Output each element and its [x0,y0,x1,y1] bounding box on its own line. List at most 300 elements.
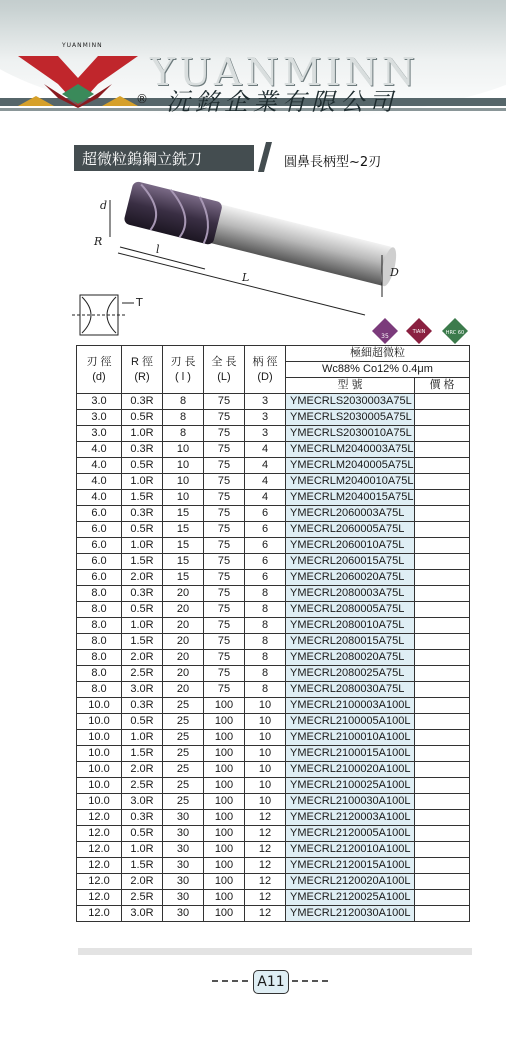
table-row [77,906,470,922]
header-d: 刃 徑 (d) [77,346,122,394]
model-code-cell: YMECRL2120010A100L [286,842,415,858]
price-cell [415,890,470,906]
model-code-cell: YMECRL2060003A75L [286,506,415,522]
spec-cell: 100 [204,794,245,810]
spec-cell: 3.0 [77,426,122,442]
table-row [77,554,470,570]
spec-cell: 8 [245,602,286,618]
spec-cell: 8.0 [77,634,122,650]
spec-cell: 30 [163,906,204,922]
spec-cell: 25 [163,730,204,746]
spec-cell: 3 [245,410,286,426]
price-cell [415,762,470,778]
model-code-cell: YMECRLM2040005A75L [286,458,415,474]
spec-cell: 75 [204,426,245,442]
label-L: L [242,271,250,284]
spec-cell: 10 [163,442,204,458]
spec-cell: 75 [204,634,245,650]
spec-cell: 4 [245,442,286,458]
spec-cell: 10 [245,778,286,794]
spec-cell: 75 [204,570,245,586]
tool-flute [123,181,223,246]
model-code-cell: YMECRL2100025A100L [286,778,415,794]
table-row [77,810,470,826]
spec-cell: 20 [163,666,204,682]
spec-cell: 1.0R [122,538,163,554]
spec-cell: 15 [163,554,204,570]
price-cell [415,874,470,890]
spec-cell: 25 [163,794,204,810]
spec-cell: 1.5R [122,634,163,650]
model-code-cell: YMECRL2100005A100L [286,714,415,730]
spec-cell: 12 [245,826,286,842]
spec-cell: 20 [163,602,204,618]
spec-cell: 10 [245,794,286,810]
spec-cell: 8 [245,650,286,666]
price-cell [415,442,470,458]
header-composition: Wc88% Co12% 0.4μm [286,362,470,378]
logo-small-text: YUANMINN [62,42,103,49]
price-cell [415,778,470,794]
spec-cell: 4.0 [77,442,122,458]
table-row [77,586,470,602]
model-code-cell: YMECRL2080010A75L [286,618,415,634]
spec-cell: 3.0R [122,794,163,810]
model-code-cell: YMECRLS2030010A75L [286,426,415,442]
spec-cell: 10 [245,714,286,730]
price-cell [415,810,470,826]
table-row [77,794,470,810]
model-code-cell: YMECRL2080005A75L [286,602,415,618]
spec-cell: 8 [245,634,286,650]
footer-bar [78,948,472,955]
price-cell [415,490,470,506]
model-code-cell: YMECRLM2040003A75L [286,442,415,458]
spec-cell: 0.5R [122,714,163,730]
spec-cell: 12.0 [77,810,122,826]
end-view-icon [72,295,126,335]
spec-cell: 0.3R [122,442,163,458]
spec-cell: 8 [245,618,286,634]
spec-cell: 8.0 [77,650,122,666]
spec-cell: 75 [204,618,245,634]
price-cell [415,538,470,554]
table-row [77,538,470,554]
spec-cell: 0.3R [122,586,163,602]
spec-cell: 3 [245,426,286,442]
spec-cell: 12.0 [77,826,122,842]
model-code-cell: YMECRL2060015A75L [286,554,415,570]
model-code-cell: YMECRL2080025A75L [286,666,415,682]
spec-cell: 30 [163,842,204,858]
spec-cell: 0.5R [122,410,163,426]
product-subtitle: 圓鼻長柄型~2刃 [284,155,382,170]
price-cell [415,730,470,746]
spec-cell: 100 [204,890,245,906]
header-L: 全 長 (L) [204,346,245,394]
table-row [77,714,470,730]
spec-cell: 30 [163,810,204,826]
table-row [77,842,470,858]
spec-cell: 20 [163,682,204,698]
spec-cell: 6.0 [77,522,122,538]
table-row [77,458,470,474]
price-cell [415,394,470,410]
spec-cell: 100 [204,858,245,874]
spec-cell: 12.0 [77,890,122,906]
spec-cell: 15 [163,522,204,538]
label-D: D [390,266,399,279]
header-l: 刃 長 ( l ) [163,346,204,394]
spec-cell: 25 [163,762,204,778]
spec-cell: 6 [245,570,286,586]
header-r: R 徑 (R) [122,346,163,394]
price-cell [415,474,470,490]
spec-cell: 0.3R [122,810,163,826]
spec-cell: 0.5R [122,522,163,538]
spec-cell: 0.3R [122,394,163,410]
spec-cell: 30 [163,858,204,874]
table-row [77,394,470,410]
badge-tialn-icon [406,318,432,344]
spec-cell: 8.0 [77,682,122,698]
spec-table [76,345,470,922]
spec-cell: 1.0R [122,618,163,634]
spec-cell: 75 [204,458,245,474]
spec-cell: 30 [163,890,204,906]
product-title: 超微粒鎢鋼立銑刀 [82,150,203,168]
price-cell [415,410,470,426]
spec-cell: 6.0 [77,538,122,554]
registered-mark: ® [136,92,148,106]
spec-cell: 12 [245,874,286,890]
spec-cell: 12 [245,890,286,906]
spec-cell: 3.0R [122,906,163,922]
price-cell [415,554,470,570]
badge-hrc60-icon [442,318,468,344]
table-row [77,506,470,522]
spec-cell: 75 [204,666,245,682]
spec-cell: 0.5R [122,458,163,474]
spec-cell: 100 [204,778,245,794]
model-code-cell: YMECRL2120020A100L [286,874,415,890]
spec-cell: 20 [163,618,204,634]
spec-cell: 8.0 [77,666,122,682]
spec-cell: 10.0 [77,730,122,746]
table-row [77,570,470,586]
spec-cell: 10.0 [77,698,122,714]
model-code-cell: YMECRL2060005A75L [286,522,415,538]
price-cell [415,794,470,810]
label-d: d [100,199,108,212]
spec-cell: 10 [163,474,204,490]
spec-cell: 100 [204,874,245,890]
spec-cell: 25 [163,778,204,794]
model-code-cell: YMECRL2100030A100L [286,794,415,810]
label-T: T [136,296,143,309]
header-material: 極細超微粒 [286,346,470,362]
spec-cell: 2.5R [122,778,163,794]
price-cell [415,858,470,874]
price-cell [415,506,470,522]
table-row [77,890,470,906]
spec-cell: 3.0 [77,410,122,426]
spec-cell: 2.0R [122,762,163,778]
spec-cell: 12.0 [77,842,122,858]
spec-cell: 8 [245,682,286,698]
model-code-cell: YMECRL2080020A75L [286,650,415,666]
spec-cell: 6.0 [77,554,122,570]
price-cell [415,634,470,650]
spec-cell: 10 [245,730,286,746]
spec-cell: 10.0 [77,746,122,762]
spec-cell: 10 [163,490,204,506]
header-D: 柄 徑 (D) [245,346,286,394]
spec-cell: 10.0 [77,714,122,730]
spec-cell: 4.0 [77,474,122,490]
spec-cell: 100 [204,762,245,778]
spec-cell: 8 [163,410,204,426]
spec-cell: 2.5R [122,666,163,682]
spec-cell: 12.0 [77,906,122,922]
price-cell [415,826,470,842]
spec-cell: 10 [245,698,286,714]
spec-cell: 4.0 [77,490,122,506]
spec-cell: 75 [204,682,245,698]
spec-cell: 75 [204,394,245,410]
spec-cell: 4 [245,490,286,506]
spec-cell: 1.0R [122,730,163,746]
header-model: 型 號 [286,378,415,394]
spec-cell: 8 [163,426,204,442]
spec-cell: 1.5R [122,490,163,506]
price-cell [415,842,470,858]
spec-cell: 10.0 [77,778,122,794]
spec-cell: 12.0 [77,874,122,890]
table-row [77,874,470,890]
model-code-cell: YMECRL2060010A75L [286,538,415,554]
table-row [77,490,470,506]
table-row [77,522,470,538]
table-row [77,762,470,778]
footer-dash-right [292,980,328,982]
price-cell [415,906,470,922]
spec-cell: 100 [204,746,245,762]
table-row [77,426,470,442]
spec-cell: 100 [204,810,245,826]
spec-cell: 2.0R [122,874,163,890]
table-row [77,746,470,762]
model-code-cell: YMECRLM2040010A75L [286,474,415,490]
model-code-cell: YMECRL2100020A100L [286,762,415,778]
price-cell [415,426,470,442]
model-code-cell: YMECRL2120030A100L [286,906,415,922]
spec-cell: 10 [245,762,286,778]
title-slash-decoration [258,142,272,172]
spec-cell: 8.0 [77,618,122,634]
spec-cell: 1.0R [122,426,163,442]
label-R: R [94,235,103,248]
model-code-cell: YMECRLM2040015A75L [286,490,415,506]
table-row [77,826,470,842]
table-row [77,634,470,650]
model-code-cell: YMECRL2060020A75L [286,570,415,586]
table-row [77,730,470,746]
spec-cell: 6 [245,506,286,522]
spec-cell: 8.0 [77,602,122,618]
spec-cell: 10 [163,458,204,474]
table-row [77,442,470,458]
label-l: l [156,243,160,256]
spec-cell: 0.5R [122,602,163,618]
spec-cell: 12 [245,842,286,858]
spec-cell: 3.0 [77,394,122,410]
spec-cell: 10.0 [77,794,122,810]
spec-cell: 8 [245,586,286,602]
table-row [77,858,470,874]
spec-cell: 12 [245,810,286,826]
spec-cell: 75 [204,586,245,602]
price-cell [415,522,470,538]
spec-cell: 75 [204,506,245,522]
model-code-cell: YMECRL2080015A75L [286,634,415,650]
table-row [77,410,470,426]
model-code-cell: YMECRL2120025A100L [286,890,415,906]
spec-cell: 2.5R [122,890,163,906]
table-row [77,698,470,714]
model-code-cell: YMECRLS2030003A75L [286,394,415,410]
spec-cell: 75 [204,522,245,538]
model-code-cell: YMECRLS2030005A75L [286,410,415,426]
price-cell [415,570,470,586]
spec-cell: 1.0R [122,474,163,490]
table-row [77,682,470,698]
svg-text:TiAlN: TiAlN [412,329,426,335]
tool-shank [209,204,393,286]
spec-cell: 100 [204,826,245,842]
spec-cell: 2.0R [122,570,163,586]
spec-cell: 100 [204,842,245,858]
spec-cell: 15 [163,570,204,586]
product-title-box [74,145,254,171]
spec-cell: 1.5R [122,858,163,874]
spec-cell: 75 [204,474,245,490]
spec-cell: 75 [204,602,245,618]
spec-cell: 20 [163,586,204,602]
price-cell [415,698,470,714]
spec-cell: 3 [245,394,286,410]
table-row [77,650,470,666]
spec-cell: 15 [163,538,204,554]
spec-cell: 100 [204,730,245,746]
spec-cell: 2.0R [122,650,163,666]
spec-cell: 8 [245,666,286,682]
brand-name-chinese: 沅銘企業有限公司 [166,88,398,116]
model-code-cell: YMECRL2120003A100L [286,810,415,826]
spec-cell: 4 [245,474,286,490]
spec-cell: 75 [204,650,245,666]
spec-cell: 75 [204,490,245,506]
price-cell [415,666,470,682]
spec-cell: 12.0 [77,858,122,874]
svg-text:HRC 60: HRC 60 [445,330,465,336]
spec-cell: 8.0 [77,586,122,602]
spec-cell: 1.5R [122,746,163,762]
spec-cell: 10 [245,746,286,762]
spec-cell: 4.0 [77,458,122,474]
spec-cell: 3.0R [122,682,163,698]
page-header [0,0,506,118]
model-code-cell: YMECRL2120015A100L [286,858,415,874]
spec-cell: 10.0 [77,762,122,778]
spec-cell: 12 [245,858,286,874]
spec-cell: 0.5R [122,826,163,842]
spec-cell: 15 [163,506,204,522]
svg-text:35: 35 [381,333,389,340]
footer-dash-left [212,980,248,982]
price-cell [415,602,470,618]
spec-cell: 100 [204,698,245,714]
spec-cell: 25 [163,746,204,762]
spec-cell: 0.3R [122,698,163,714]
spec-cell: 1.0R [122,842,163,858]
spec-cell: 1.5R [122,554,163,570]
model-code-cell: YMECRL2120005A100L [286,826,415,842]
brand-name-english: YUANMINN [150,50,420,94]
price-cell [415,650,470,666]
model-code-cell: YMECRL2080003A75L [286,586,415,602]
price-cell [415,586,470,602]
spec-cell: 20 [163,650,204,666]
model-code-cell: YMECRL2100010A100L [286,730,415,746]
spec-cell: 8 [163,394,204,410]
price-cell [415,618,470,634]
table-row [77,602,470,618]
spec-cell: 0.3R [122,506,163,522]
spec-cell: 30 [163,826,204,842]
spec-cell: 100 [204,714,245,730]
spec-cell: 25 [163,698,204,714]
model-code-cell: YMECRL2080030A75L [286,682,415,698]
model-code-cell: YMECRL2100003A100L [286,698,415,714]
spec-cell: 30 [163,874,204,890]
table-row [77,666,470,682]
company-logo-icon [14,44,144,108]
price-cell [415,714,470,730]
spec-cell: 6 [245,522,286,538]
spec-cell: 75 [204,538,245,554]
price-cell [415,458,470,474]
badge-35-icon [372,318,398,344]
model-code-cell: YMECRL2100015A100L [286,746,415,762]
price-cell [415,746,470,762]
spec-cell: 4 [245,458,286,474]
spec-cell: 75 [204,410,245,426]
spec-cell: 75 [204,442,245,458]
header-price: 價 格 [415,378,470,394]
spec-cell: 6 [245,538,286,554]
spec-cell: 6.0 [77,570,122,586]
price-cell [415,682,470,698]
spec-cell: 75 [204,554,245,570]
table-row [77,474,470,490]
spec-table-body [77,394,470,922]
spec-cell: 6 [245,554,286,570]
spec-cell: 25 [163,714,204,730]
table-row [77,618,470,634]
spec-cell: 20 [163,634,204,650]
spec-cell: 12 [245,906,286,922]
